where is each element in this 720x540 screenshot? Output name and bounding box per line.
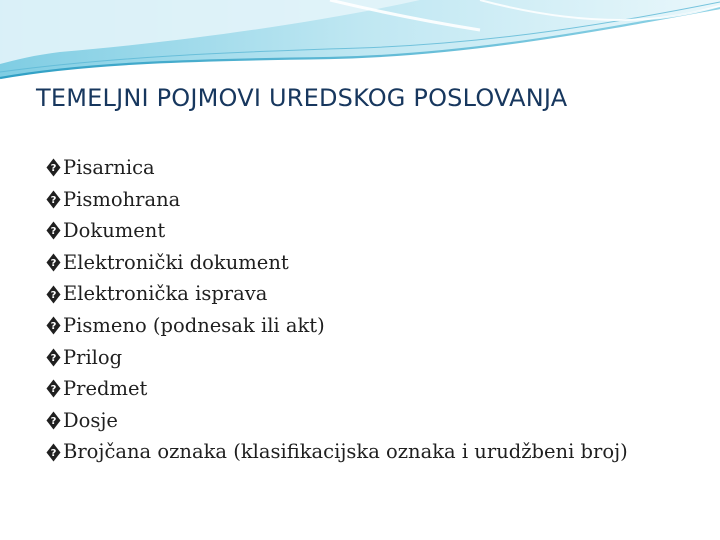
svg-text:?: ?: [50, 384, 57, 396]
list-item: [46, 342, 628, 374]
svg-text:?: ?: [50, 447, 57, 459]
list-item-label: Elektronička isprava: [63, 282, 268, 306]
missing-glyph-icon: [46, 443, 61, 462]
svg-text:?: ?: [50, 289, 57, 301]
missing-glyph-icon: [46, 316, 61, 335]
missing-glyph-icon: [46, 348, 61, 367]
missing-glyph-icon: [46, 411, 61, 430]
list-item: [46, 247, 628, 279]
list-item: [46, 405, 628, 437]
list-item: [46, 215, 628, 247]
list-item-label: Pismeno (podnesak ili akt): [63, 313, 325, 337]
list-item: [46, 278, 628, 310]
list-item-label: Elektronički dokument: [63, 250, 289, 274]
bullet-list: [46, 152, 628, 468]
list-item: [46, 310, 628, 342]
list-item: [46, 373, 628, 405]
missing-glyph-icon: [46, 158, 61, 177]
list-item: [46, 436, 628, 468]
list-item-label: Dokument: [63, 219, 166, 243]
svg-text:?: ?: [50, 416, 57, 428]
svg-text:?: ?: [50, 194, 57, 206]
slide-title: TEMELJNI POJMOVI UREDSKOG POSLOVANJA: [36, 84, 568, 112]
list-item: [46, 152, 628, 184]
svg-text:?: ?: [50, 226, 57, 238]
missing-glyph-icon: [46, 253, 61, 272]
svg-text:?: ?: [50, 258, 57, 270]
list-item-label: Brojčana oznaka (klasifikacijska oznaka i urudžbeni broj): [63, 440, 628, 464]
svg-text:?: ?: [50, 352, 57, 364]
list-item-label: Predmet: [63, 377, 148, 401]
svg-text:?: ?: [50, 163, 57, 175]
missing-glyph-icon: [46, 221, 61, 240]
header-wave-decoration: [0, 0, 720, 90]
list-item-label: Prilog: [63, 345, 123, 369]
svg-text:?: ?: [50, 321, 57, 333]
missing-glyph-icon: [46, 190, 61, 209]
missing-glyph-icon: [46, 379, 61, 398]
missing-glyph-icon: [46, 285, 61, 304]
list-item-label: Pisarnica: [63, 156, 155, 179]
list-item-label: Pismohrana: [63, 187, 181, 211]
list-item-label: Dosje: [63, 408, 118, 432]
list-item: [46, 184, 628, 216]
